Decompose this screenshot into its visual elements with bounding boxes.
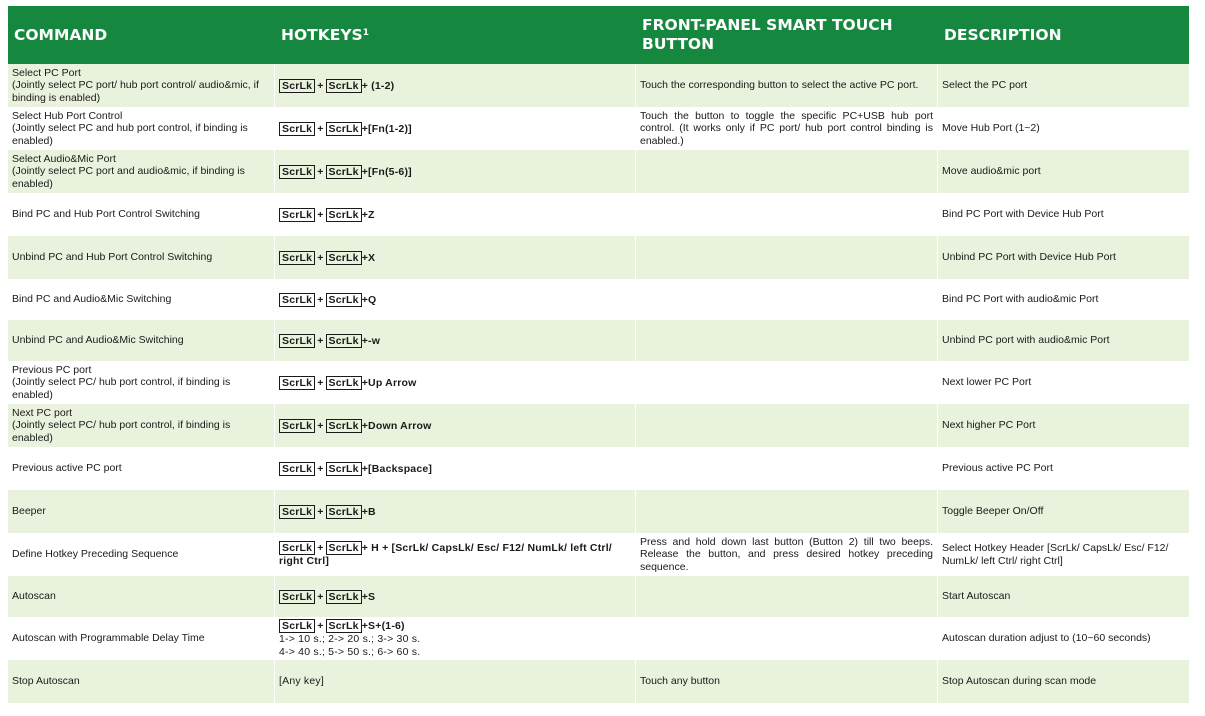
scrlk-key: ScrLk <box>279 419 315 433</box>
plus-sign: + <box>317 590 324 603</box>
hotkey-cell <box>275 576 636 617</box>
command-name: Unbind PC and Audio&Mic Switching <box>12 334 184 347</box>
scrlk-key: ScrLk <box>279 619 315 633</box>
table-row <box>8 533 1189 576</box>
hotkey-suffix: +-w <box>361 334 381 347</box>
table-row <box>8 150 1189 193</box>
table-row <box>8 404 1189 447</box>
front-panel-button-cell <box>636 490 938 533</box>
description-cell: Select the PC port <box>938 64 1189 107</box>
hotkey-suffix: +X <box>361 251 376 264</box>
description-cell: Toggle Beeper On/Off <box>938 490 1189 533</box>
hotkey-cell <box>275 279 636 320</box>
hotkey-suffix: +Z <box>361 208 375 221</box>
plus-sign: + <box>317 376 324 389</box>
plus-sign: + <box>317 505 324 518</box>
header-description: DESCRIPTION <box>938 6 1189 64</box>
table-header-row <box>8 6 1189 64</box>
table-row <box>8 107 1189 150</box>
description-cell: Autoscan duration adjust to (10~60 seconds) <box>938 617 1189 660</box>
table-row <box>8 193 1189 236</box>
table-row <box>8 236 1189 279</box>
scrlk-key: ScrLk <box>326 541 362 555</box>
front-panel-button-cell: Touch the corresponding button to select the active PC port. <box>636 64 938 107</box>
command-cell <box>8 150 275 193</box>
table-row <box>8 490 1189 533</box>
scrlk-key: ScrLk <box>279 505 315 519</box>
plus-sign: + <box>317 542 324 555</box>
hotkey-cell <box>275 150 636 193</box>
hotkey-suffix: + H + [ScrLk/ CapsLk/ Esc/ F12/ NumLk/ left Ctrl/ right Ctrl] <box>279 542 612 568</box>
delay-options: 1-> 10 s.; 2-> 20 s.; 3-> 30 s. 4-> 40 s.; 5-> 50 s.; 6-> 60 s. <box>279 632 421 658</box>
front-panel-button-cell: Press and hold down last button (Button 2) till two beeps. Release the button, and press desired hotkey preceding sequence. <box>636 533 938 576</box>
command-note: (Jointly select PC port and audio&mic, if binding is enabled) <box>12 165 245 190</box>
plus-sign: + <box>317 208 324 221</box>
hotkey-suffix: + (1-2) <box>361 79 395 92</box>
command-name: Define Hotkey Preceding Sequence <box>12 548 179 561</box>
command-name: Select PC Port <box>12 66 81 79</box>
hotkey-cell <box>275 236 636 279</box>
scrlk-key: ScrLk <box>279 79 315 93</box>
description-cell: Unbind PC Port with Device Hub Port <box>938 236 1189 279</box>
description-cell: Select Hotkey Header [ScrLk/ CapsLk/ Esc/ F12/ NumLk/ left Ctrl/ right Ctrl] <box>938 533 1189 576</box>
hotkey-command-table <box>8 6 1189 703</box>
front-panel-button-cell <box>636 617 938 660</box>
hotkey-cell <box>275 107 636 150</box>
command-cell <box>8 320 275 361</box>
hotkey-suffix: +[Fn(1-2)] <box>361 122 412 135</box>
plus-sign: + <box>317 122 324 135</box>
scrlk-key: ScrLk <box>279 462 315 476</box>
scrlk-key: ScrLk <box>326 505 362 519</box>
description-cell: Bind PC Port with audio&mic Port <box>938 279 1189 320</box>
front-panel-button-cell <box>636 193 938 236</box>
table-row <box>8 64 1189 107</box>
command-note: (Jointly select PC and hub port control, if binding is enabled) <box>12 122 248 147</box>
command-cell <box>8 660 275 703</box>
scrlk-key: ScrLk <box>279 376 315 390</box>
scrlk-key: ScrLk <box>326 462 362 476</box>
scrlk-key: ScrLk <box>326 619 362 633</box>
scrlk-key: ScrLk <box>326 251 362 265</box>
command-name: Next PC port <box>12 406 73 419</box>
scrlk-key: ScrLk <box>279 208 315 222</box>
hotkey-cell <box>275 320 636 361</box>
front-panel-button-cell: Touch the button to toggle the specific PC+USB hub port control. (It works only if PC port/ hub port control binding is enabled.) <box>636 107 938 150</box>
command-note: (Jointly select PC/ hub port control, if binding is enabled) <box>12 376 231 401</box>
scrlk-key: ScrLk <box>326 165 362 179</box>
table-row <box>8 447 1189 490</box>
table-row <box>8 660 1189 703</box>
description-cell: Move Hub Port (1~2) <box>938 107 1189 150</box>
command-cell <box>8 447 275 490</box>
table-row <box>8 320 1189 361</box>
scrlk-key: ScrLk <box>326 208 362 222</box>
hotkey-suffix: +Up Arrow <box>361 376 417 389</box>
hotkey-suffix: +S <box>361 590 376 603</box>
scrlk-key: ScrLk <box>326 419 362 433</box>
header-front-panel-button: FRONT-PANEL SMART TOUCH BUTTON <box>636 6 938 64</box>
description-cell: Bind PC Port with Device Hub Port <box>938 193 1189 236</box>
description-cell: Previous active PC Port <box>938 447 1189 490</box>
front-panel-button-cell <box>636 279 938 320</box>
description-cell: Unbind PC port with audio&mic Port <box>938 320 1189 361</box>
scrlk-key: ScrLk <box>279 541 315 555</box>
plus-sign: + <box>317 619 324 632</box>
command-name: Bind PC and Audio&Mic Switching <box>12 293 172 306</box>
command-name: Select Hub Port Control <box>12 109 123 122</box>
header-hotkeys: HOTKEYS$^1$ <box>275 6 636 64</box>
front-panel-button-cell <box>636 404 938 447</box>
scrlk-key: ScrLk <box>326 334 362 348</box>
front-panel-button-cell <box>636 150 938 193</box>
command-name: Beeper <box>12 505 46 518</box>
command-cell <box>8 107 275 150</box>
hotkey-cell <box>275 533 636 576</box>
command-note: (Jointly select PC port/ hub port control/ audio&mic, if binding is enabled) <box>12 79 259 104</box>
command-name: Previous active PC port <box>12 462 122 475</box>
command-note: (Jointly select PC/ hub port control, if binding is enabled) <box>12 419 231 444</box>
hotkey-suffix: +S+(1-6) <box>361 619 405 632</box>
command-cell <box>8 64 275 107</box>
command-cell <box>8 236 275 279</box>
scrlk-key: ScrLk <box>279 334 315 348</box>
front-panel-button-cell <box>636 361 938 404</box>
hotkey-cell <box>275 660 636 703</box>
scrlk-key: ScrLk <box>326 376 362 390</box>
plus-sign: + <box>317 165 324 178</box>
plus-sign: + <box>317 79 324 92</box>
description-cell: Stop Autoscan during scan mode <box>938 660 1189 703</box>
command-name: Autoscan <box>12 590 56 603</box>
command-cell <box>8 404 275 447</box>
command-cell <box>8 193 275 236</box>
description-cell: Next higher PC Port <box>938 404 1189 447</box>
plus-sign: + <box>317 462 324 475</box>
command-name: Stop Autoscan <box>12 675 80 688</box>
hotkey-suffix: +B <box>361 505 376 518</box>
hotkey-cell <box>275 404 636 447</box>
plus-sign: + <box>317 251 324 264</box>
front-panel-button-cell <box>636 447 938 490</box>
scrlk-key: ScrLk <box>279 590 315 604</box>
table-row <box>8 279 1189 320</box>
scrlk-key: ScrLk <box>326 590 362 604</box>
header-command: COMMAND <box>8 6 275 64</box>
command-cell <box>8 533 275 576</box>
hotkey-suffix: +Down Arrow <box>361 419 432 432</box>
hotkey-cell <box>275 447 636 490</box>
command-name: Unbind PC and Hub Port Control Switching <box>12 251 213 264</box>
hotkey-cell <box>275 64 636 107</box>
table-row <box>8 617 1189 660</box>
description-cell: Start Autoscan <box>938 576 1189 617</box>
scrlk-key: ScrLk <box>326 122 362 136</box>
scrlk-key: ScrLk <box>326 293 362 307</box>
table-row <box>8 576 1189 617</box>
hotkey-suffix: +Q <box>361 293 377 306</box>
table-row <box>8 361 1189 404</box>
front-panel-button-cell <box>636 576 938 617</box>
scrlk-key: ScrLk <box>279 293 315 307</box>
command-cell <box>8 576 275 617</box>
scrlk-key: ScrLk <box>279 122 315 136</box>
command-name: Previous PC port <box>12 363 92 376</box>
scrlk-key: ScrLk <box>326 79 362 93</box>
plus-sign: + <box>317 334 324 347</box>
description-cell: Next lower PC Port <box>938 361 1189 404</box>
command-name: Autoscan with Programmable Delay Time <box>12 632 205 645</box>
hotkey-cell <box>275 617 636 660</box>
plus-sign: + <box>317 293 324 306</box>
command-name: Bind PC and Hub Port Control Switching <box>12 208 200 221</box>
scrlk-key: ScrLk <box>279 165 315 179</box>
footnote-marker: 1 <box>362 27 369 38</box>
command-cell <box>8 617 275 660</box>
hotkey-cell <box>275 361 636 404</box>
description-cell: Move audio&mic port <box>938 150 1189 193</box>
hotkey-cell <box>275 193 636 236</box>
command-name: Select Audio&Mic Port <box>12 152 116 165</box>
front-panel-button-cell: Touch any button <box>636 660 938 703</box>
hotkey-text: [Any key] <box>279 675 324 688</box>
front-panel-button-cell <box>636 320 938 361</box>
hotkey-suffix: +[Fn(5-6)] <box>361 165 412 178</box>
hotkey-cell <box>275 490 636 533</box>
command-cell <box>8 279 275 320</box>
command-cell <box>8 490 275 533</box>
hotkey-suffix: +[Backspace] <box>361 462 433 475</box>
plus-sign: + <box>317 419 324 432</box>
command-cell <box>8 361 275 404</box>
front-panel-button-cell <box>636 236 938 279</box>
scrlk-key: ScrLk <box>279 251 315 265</box>
